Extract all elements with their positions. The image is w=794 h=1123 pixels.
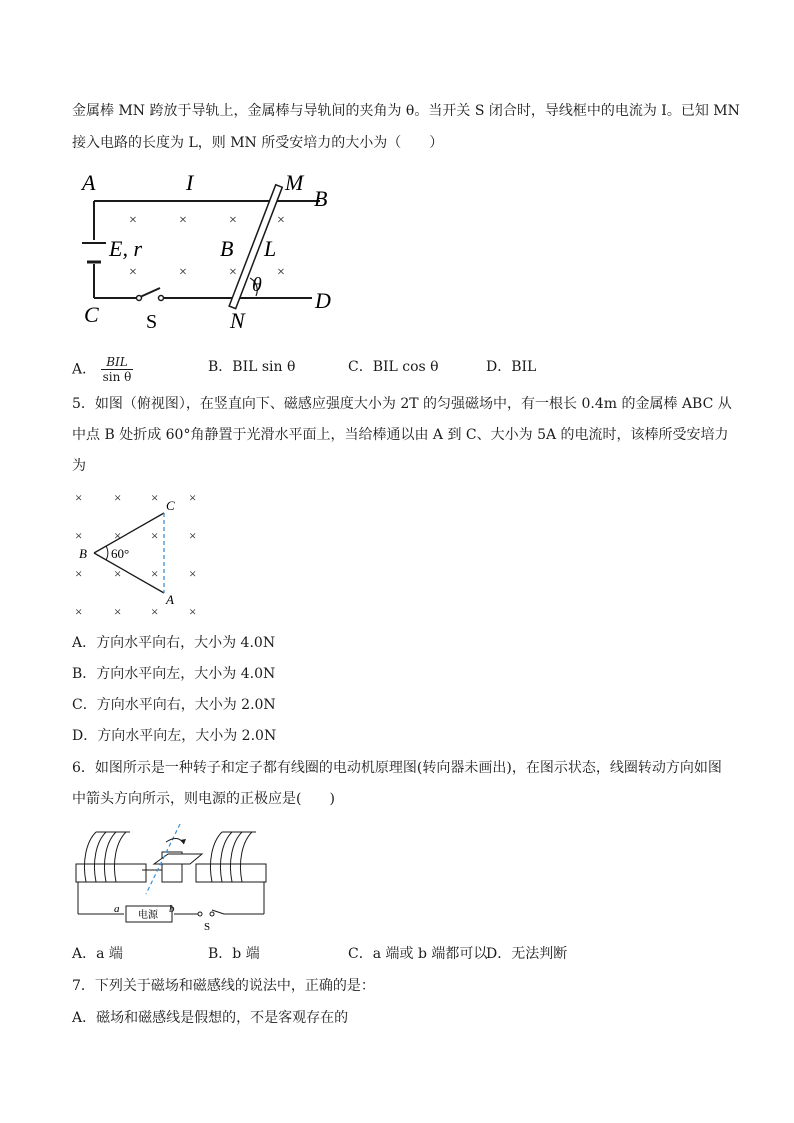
- q4-label-D: D: [315, 288, 331, 313]
- svg-text:×: ×: [151, 604, 159, 618]
- q6-option-d: D．无法判断: [486, 946, 568, 962]
- q4-option-c: C．BIL cos θ: [348, 359, 439, 375]
- q4-label-S: S: [146, 311, 158, 333]
- q4-label-A: A: [82, 170, 96, 195]
- q5-label-B: B: [79, 546, 87, 561]
- svg-text:×: ×: [114, 490, 122, 505]
- q4-option-a: [72, 355, 133, 384]
- q5-stem-line2: 中点 B 处折成 60°角静置于光滑水平面上，当给棒通以由 A 到 C、大小为 5A 的电流时，该棒所受安培力: [72, 427, 729, 443]
- q4-circuit-figure: [72, 168, 352, 333]
- q4-label-theta: θ: [252, 274, 262, 296]
- q7-stem: 7．下列关于磁场和磁感线的说法中，正确的是：: [72, 978, 375, 994]
- q4-option-a-fraction: [101, 355, 134, 384]
- q4-option-d: D．BIL: [486, 359, 537, 375]
- q5-stem-line3: 为: [72, 458, 86, 474]
- q5-angle-label: 60°: [111, 546, 130, 561]
- q4-label-I: I: [186, 170, 194, 195]
- q5-label-A: A: [166, 592, 174, 607]
- svg-text:×: ×: [229, 213, 237, 228]
- q6-power-label: 电源: [138, 910, 158, 921]
- q4-label-B-field: B: [220, 236, 234, 261]
- q5-field-crosses: [75, 490, 196, 618]
- svg-text:×: ×: [179, 265, 187, 280]
- svg-text:×: ×: [75, 604, 83, 618]
- q5-stem-line1: 5．如图（俯视图），在竖直向下、磁感应强度大小为 2T 的匀强磁场中，有一根长 0.4m 的金属棒 ABC 从: [72, 396, 732, 412]
- q4-label-N: N: [230, 308, 245, 333]
- q4-stem-line2: 接入电路的长度为 L，则 MN 所受安培力的大小为（ ）: [72, 135, 444, 151]
- q5-option-d: D．方向水平向左，大小为 2.0N: [72, 728, 277, 744]
- svg-text:×: ×: [129, 265, 137, 280]
- svg-text:×: ×: [129, 213, 137, 228]
- q5-option-c: C．方向水平向右，大小为 2.0N: [72, 697, 276, 713]
- q6-label-b: b: [169, 903, 175, 915]
- q4-stem-line1: 金属棒 MN 跨放于导轨上，金属棒与导轨间的夹角为 θ。当开关 S 闭合时，导线框中的电流为 I。已知 MN: [72, 103, 740, 119]
- q4-label-M: M: [285, 170, 304, 195]
- q4-label-L: L: [264, 236, 277, 261]
- q6-label-a: a: [114, 903, 120, 915]
- q6-stem-line2: 中箭头方向所示，则电源的正极应是( ): [72, 791, 335, 807]
- svg-text:×: ×: [189, 566, 197, 581]
- svg-text:×: ×: [75, 528, 83, 543]
- q5-label-C: C: [166, 498, 175, 513]
- q6-stem-line1: 6．如图所示是一种转子和定子都有线圈的电动机原理图(转向器未画出)，在图示状态，线圈转动方向如图: [72, 760, 722, 776]
- q4-label-C: C: [84, 302, 99, 327]
- q5-option-a: A．方向水平向右，大小为 4.0N: [72, 635, 276, 651]
- q6-option-b: B．b 端: [208, 946, 260, 962]
- q7-option-a: A．磁场和磁感线是假想的，不是客观存在的: [72, 1010, 349, 1026]
- svg-text:×: ×: [277, 265, 285, 280]
- q4-label-E-r: E, r: [109, 236, 142, 261]
- q5-option-b: B．方向水平向左，大小为 4.0N: [72, 666, 276, 682]
- q4-option-a-label: A．: [72, 361, 97, 378]
- q6-option-a: A．a 端: [72, 946, 123, 962]
- q5-bent-rod-figure: [72, 488, 212, 618]
- svg-text:×: ×: [151, 566, 159, 581]
- svg-text:×: ×: [277, 213, 285, 228]
- svg-text:×: ×: [189, 528, 197, 543]
- svg-text:×: ×: [151, 490, 159, 505]
- q6-motor-figure: [72, 822, 272, 932]
- svg-text:×: ×: [75, 490, 83, 505]
- svg-text:×: ×: [114, 566, 122, 581]
- svg-text:×: ×: [229, 265, 237, 280]
- q6-option-c: C．a 端或 b 端都可以: [348, 946, 488, 962]
- q4-option-a-denominator: sin θ: [102, 370, 132, 384]
- svg-text:×: ×: [179, 213, 187, 228]
- q4-option-b: B．BIL sin θ: [208, 359, 296, 375]
- q4-option-a-numerator: BIL: [101, 355, 134, 370]
- svg-text:×: ×: [151, 528, 159, 543]
- svg-text:×: ×: [75, 566, 83, 581]
- svg-text:×: ×: [189, 490, 197, 505]
- svg-text:×: ×: [189, 604, 197, 618]
- q6-label-S: S: [204, 921, 211, 932]
- q4-label-B-top: B: [314, 186, 328, 211]
- svg-text:×: ×: [114, 528, 122, 543]
- svg-text:×: ×: [114, 604, 122, 618]
